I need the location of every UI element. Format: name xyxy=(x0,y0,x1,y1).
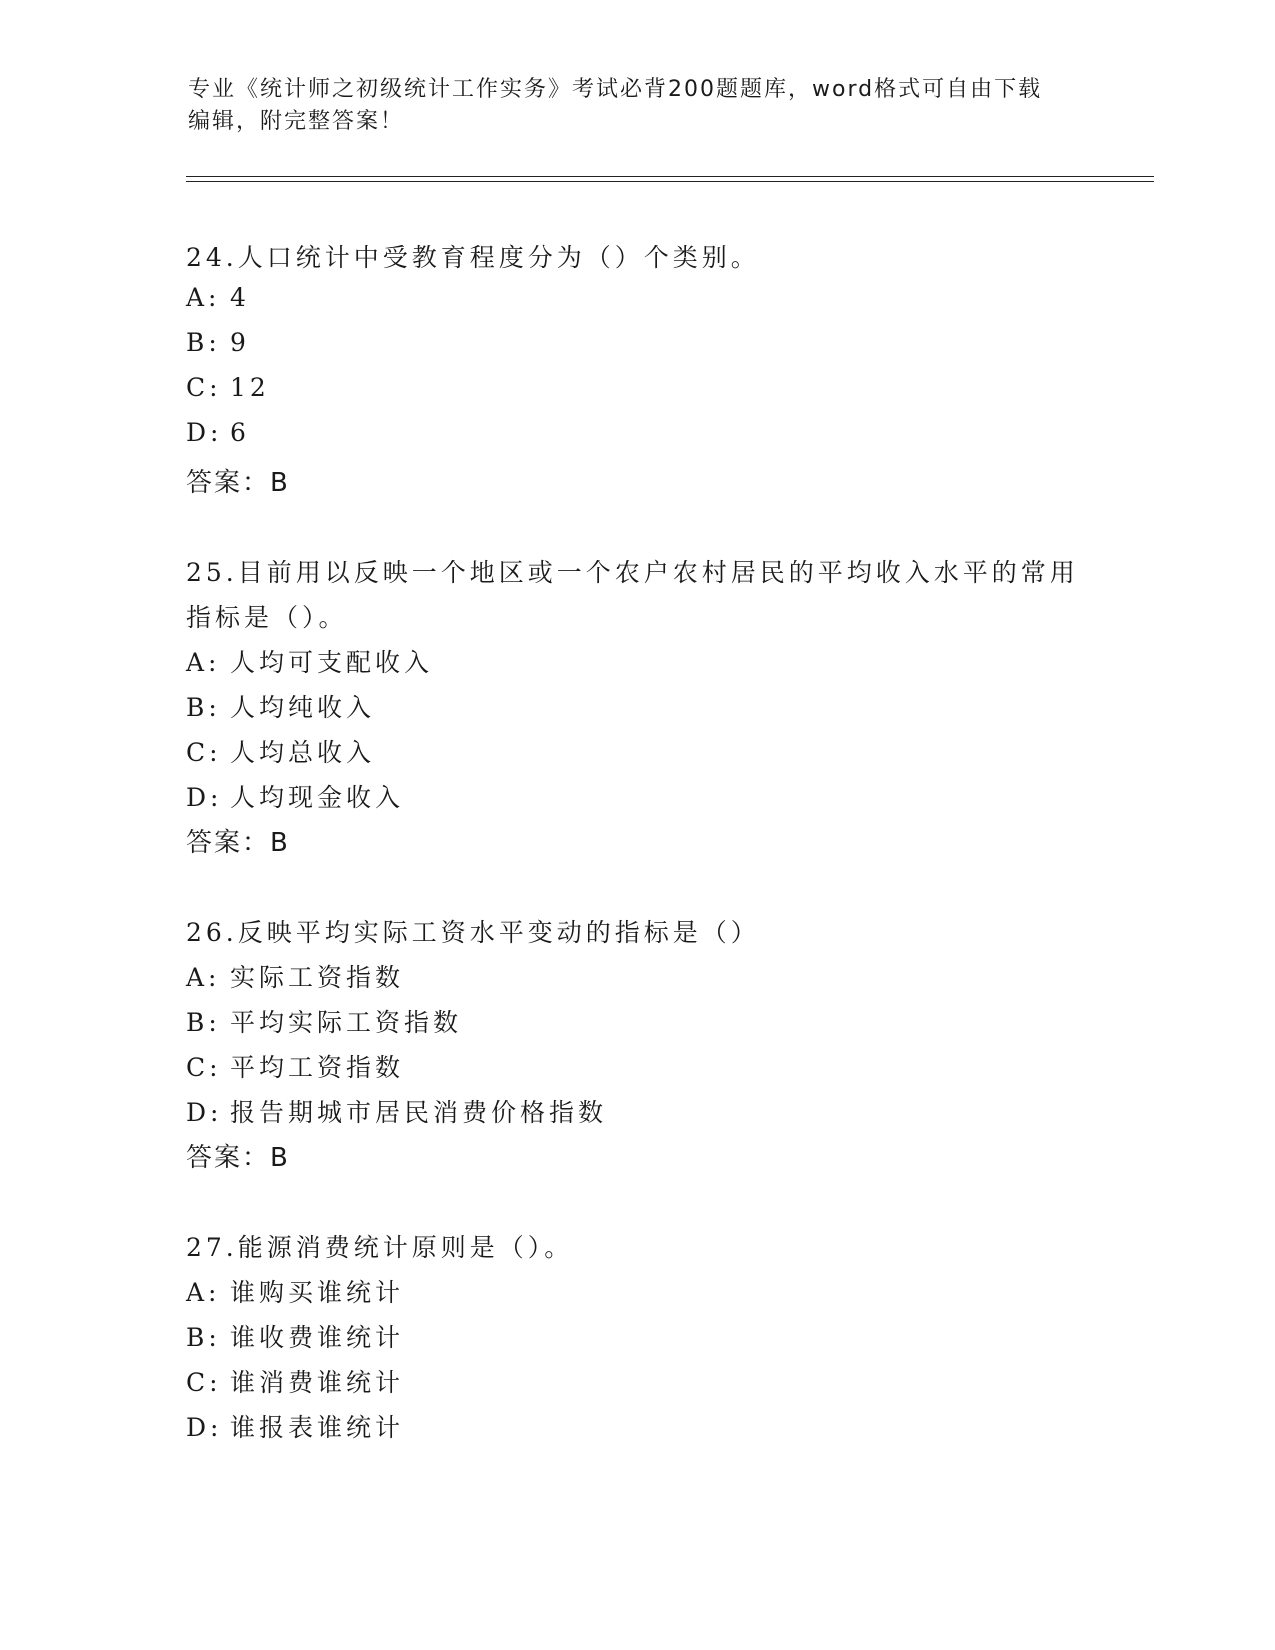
question-24-answer: 答案：B xyxy=(186,468,290,498)
option-label: D: xyxy=(186,1098,223,1127)
question-24-option-c xyxy=(186,373,270,402)
option-text: 平均工资指数 xyxy=(230,1053,405,1082)
option-text: 4 xyxy=(230,283,250,312)
option-label: C: xyxy=(186,1053,222,1082)
question-27-text: 27.能源消费统计原则是（）。 xyxy=(186,1233,574,1262)
question-25-option-d xyxy=(186,778,404,814)
question-24-option-d xyxy=(186,418,250,447)
question-26-option-a xyxy=(186,958,404,994)
question-25-option-a xyxy=(186,643,433,679)
question-26-option-b xyxy=(186,1003,462,1039)
question-25-text-line-1: 25.目前用以反映一个地区或一个农户农村居民的平均收入水平的常用 xyxy=(186,558,1079,587)
option-label: B: xyxy=(186,693,221,722)
option-label: A: xyxy=(186,648,221,677)
option-label: D: xyxy=(186,418,223,447)
option-text: 人均纯收入 xyxy=(230,693,376,722)
option-text: 谁购买谁统计 xyxy=(230,1278,405,1307)
option-label: C: xyxy=(186,738,222,767)
question-24-text: 24.人口统计中受教育程度分为（）个类别。 xyxy=(186,243,760,272)
option-text: 报告期城市居民消费价格指数 xyxy=(230,1098,608,1127)
question-27-option-a xyxy=(186,1273,404,1309)
option-text: 人均总收入 xyxy=(230,738,376,767)
question-24-option-b xyxy=(186,328,250,357)
option-label: B: xyxy=(186,1323,221,1352)
question-26-text: 26.反映平均实际工资水平变动的指标是（） xyxy=(186,918,760,947)
option-label: D: xyxy=(186,783,223,812)
option-text: 实际工资指数 xyxy=(230,963,405,992)
option-text: 谁消费谁统计 xyxy=(230,1368,405,1397)
option-text: 谁报表谁统计 xyxy=(230,1413,405,1442)
header-divider-bottom xyxy=(186,181,1154,182)
question-26-option-c xyxy=(186,1048,404,1084)
question-27-option-d xyxy=(186,1408,404,1444)
option-text: 人均现金收入 xyxy=(230,783,405,812)
option-text: 谁收费谁统计 xyxy=(230,1323,405,1352)
question-25-answer: 答案：B xyxy=(186,828,290,858)
header-line-2: 编辑，附完整答案！ xyxy=(188,109,405,134)
option-label: B: xyxy=(186,1008,221,1037)
header-line-1: 专业《统计师之初级统计工作实务》考试必背200题题库，word格式可自由下载 xyxy=(188,77,1043,102)
question-25-option-c xyxy=(186,733,375,769)
option-label: D: xyxy=(186,1413,223,1442)
question-25-text-line-2: 指标是（）。 xyxy=(186,603,348,632)
option-label: A: xyxy=(186,963,221,992)
question-26-answer: 答案：B xyxy=(186,1143,290,1173)
question-27-option-b xyxy=(186,1318,404,1354)
option-text: 人均可支配收入 xyxy=(230,648,434,677)
option-text: 6 xyxy=(230,418,250,447)
question-27-option-c xyxy=(186,1363,404,1399)
option-text: 平均实际工资指数 xyxy=(230,1008,463,1037)
question-26-option-d xyxy=(186,1093,607,1129)
question-25-option-b xyxy=(186,688,375,724)
option-label: A: xyxy=(186,283,221,312)
question-24-option-a xyxy=(186,283,250,312)
option-text: 9 xyxy=(230,328,250,357)
option-label: A: xyxy=(186,1278,221,1307)
option-label: C: xyxy=(186,373,222,402)
header-divider-top xyxy=(186,176,1154,177)
option-label: B: xyxy=(186,328,221,357)
option-label: C: xyxy=(186,1368,222,1397)
option-text: 12 xyxy=(230,373,270,402)
document-header xyxy=(188,74,1068,138)
